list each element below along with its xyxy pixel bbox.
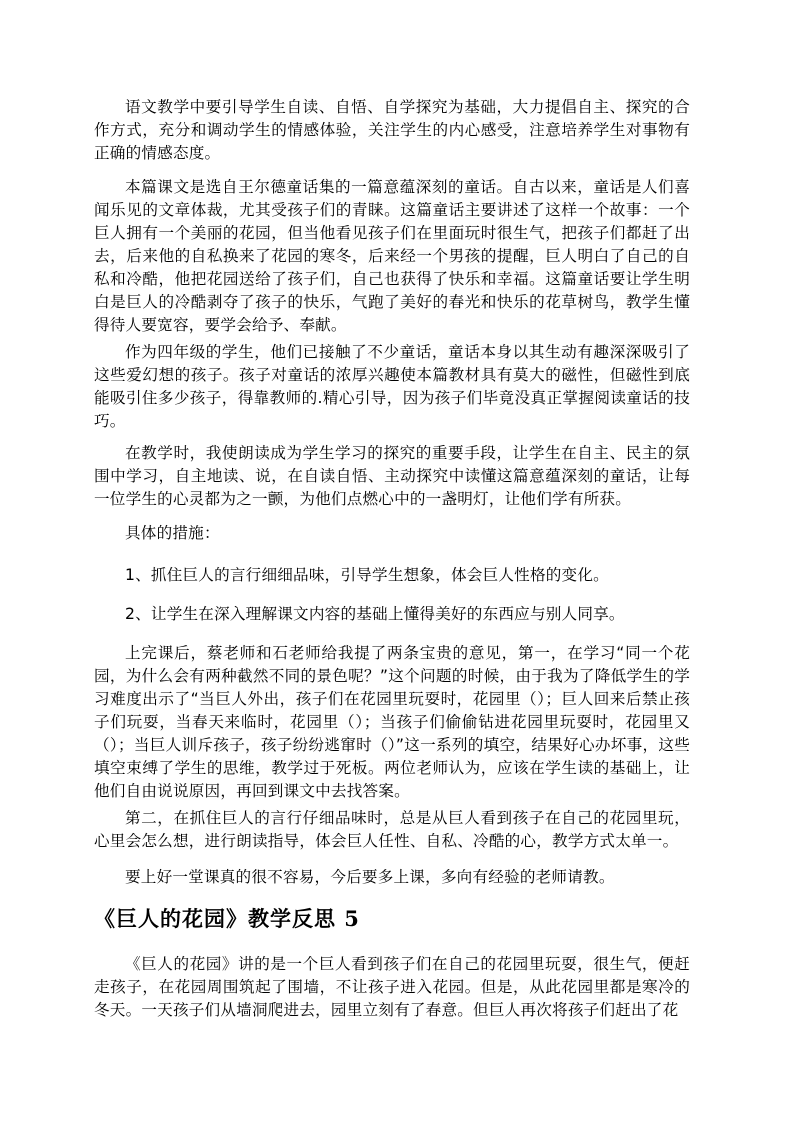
paragraph-feedback-first: 上完课后，蔡老师和石老师给我提了两条宝贵的意见，第一，在学习“同一个花园，为什么会有两种截然不同的景色呢？”这个问题的时候，由于我为了降低学生的学习难度出示了“当巨人外出，孩子们在花园里玩耍时，花园里（）；巨人回来后禁止孩子们玩耍，当春天来临时，花园里（）；当孩子们偷偷钻进花园里玩耍时，花园里又（）；当巨人训斥孩子，孩子纷纷逃窜时（）”这一系列的填空，结果好心办坏事，这些填空束缚了学生的思维，教学过于死板。两位老师认为，应该在学生读的基础上，让他们自由说说原因，再回到课文中去找答案。: [94, 644, 690, 800]
section-heading: 《巨人的花园》教学反思 5: [94, 906, 360, 931]
paragraph-text-introduction: 本篇课文是选自王尔德童话集的一篇意蕴深刻的童话。自古以来，童话是人们喜闻乐见的文章体裁，尤其受孩子们的青睐。这篇童话主要讲述了这样一个故事：一个巨人拥有一个美丽的花园，但当他看见孩子们在里面玩时很生气，把孩子们都赶了出去，后来他的自私换来了花园的寒冬，后来经一个男孩的提醒，巨人明白了自己的自私和冷酷，他把花园送给了孩子们，自己也获得了快乐和幸福。这篇童话要让学生明白是巨人的冷酷剥夺了孩子的快乐，气跑了美好的春光和快乐的花草树鸟，教学生懂得待人要宽容，要学会给予、奉献。: [94, 178, 690, 334]
paragraph-conclusion: 要上好一堂课真的很不容易，今后要多上课，多向有经验的老师请教。: [125, 868, 615, 886]
paragraph-teaching-method: 在教学时，我使朗读成为学生学习的探究的重要手段，让学生在自主、民主的氛围中学习，自主地读、说，在自读自悟、主动探究中读懂这篇意蕴深刻的童话，让每一位学生的心灵都为之一颤，为他们点燃心中的一盏明灯，让他们学有所获。: [94, 444, 690, 508]
paragraph-measures-title: 具体的措施：: [125, 524, 220, 542]
paragraph-student-analysis: 作为四年级的学生，他们已接触了不少童话，童话本身以其生动有趣深深吸引了这些爱幻想的孩子。孩子对童话的浓厚兴趣使本篇教材具有莫大的磁性，但磁性到底能吸引住多少孩子，得靠教师的.精心引导，因为孩子们毕竟没真正掌握阅读童话的技巧。: [94, 343, 690, 430]
paragraph-feedback-second: 第二，在抓住巨人的言行仔细品味时，总是从巨人看到孩子在自己的花园里玩，心里会怎么想，进行朗读指导，体会巨人任性、自私、冷酷的心，教学方式太单一。: [94, 809, 690, 850]
paragraph-section-5-intro: 《巨人的花园》讲的是一个巨人看到孩子们在自己的花园里玩耍，很生气，便赶走孩子，在花园周围筑起了围墙，不让孩子进入花园。但是，从此花园里都是寒冷的冬天。一天孩子们从墙洞爬进去，园里立刻有了春意。但巨人再次将孩子们赶出了花: [94, 955, 690, 1019]
paragraph-teaching-principle: 语文教学中要引导学生自读、自悟、自学探究为基础，大力提倡自主、探究的合作方式，充分和调动学生的情感体验，关注学生的内心感受，注意培养学生对事物有正确的情感态度。: [94, 98, 690, 162]
paragraph-measure-2: 2、让学生在深入理解课文内容的基础上懂得美好的东西应与别人同享。: [125, 605, 625, 623]
paragraph-measure-1: 1、抓住巨人的言行细细品味，引导学生想象，体会巨人性格的变化。: [125, 566, 609, 584]
